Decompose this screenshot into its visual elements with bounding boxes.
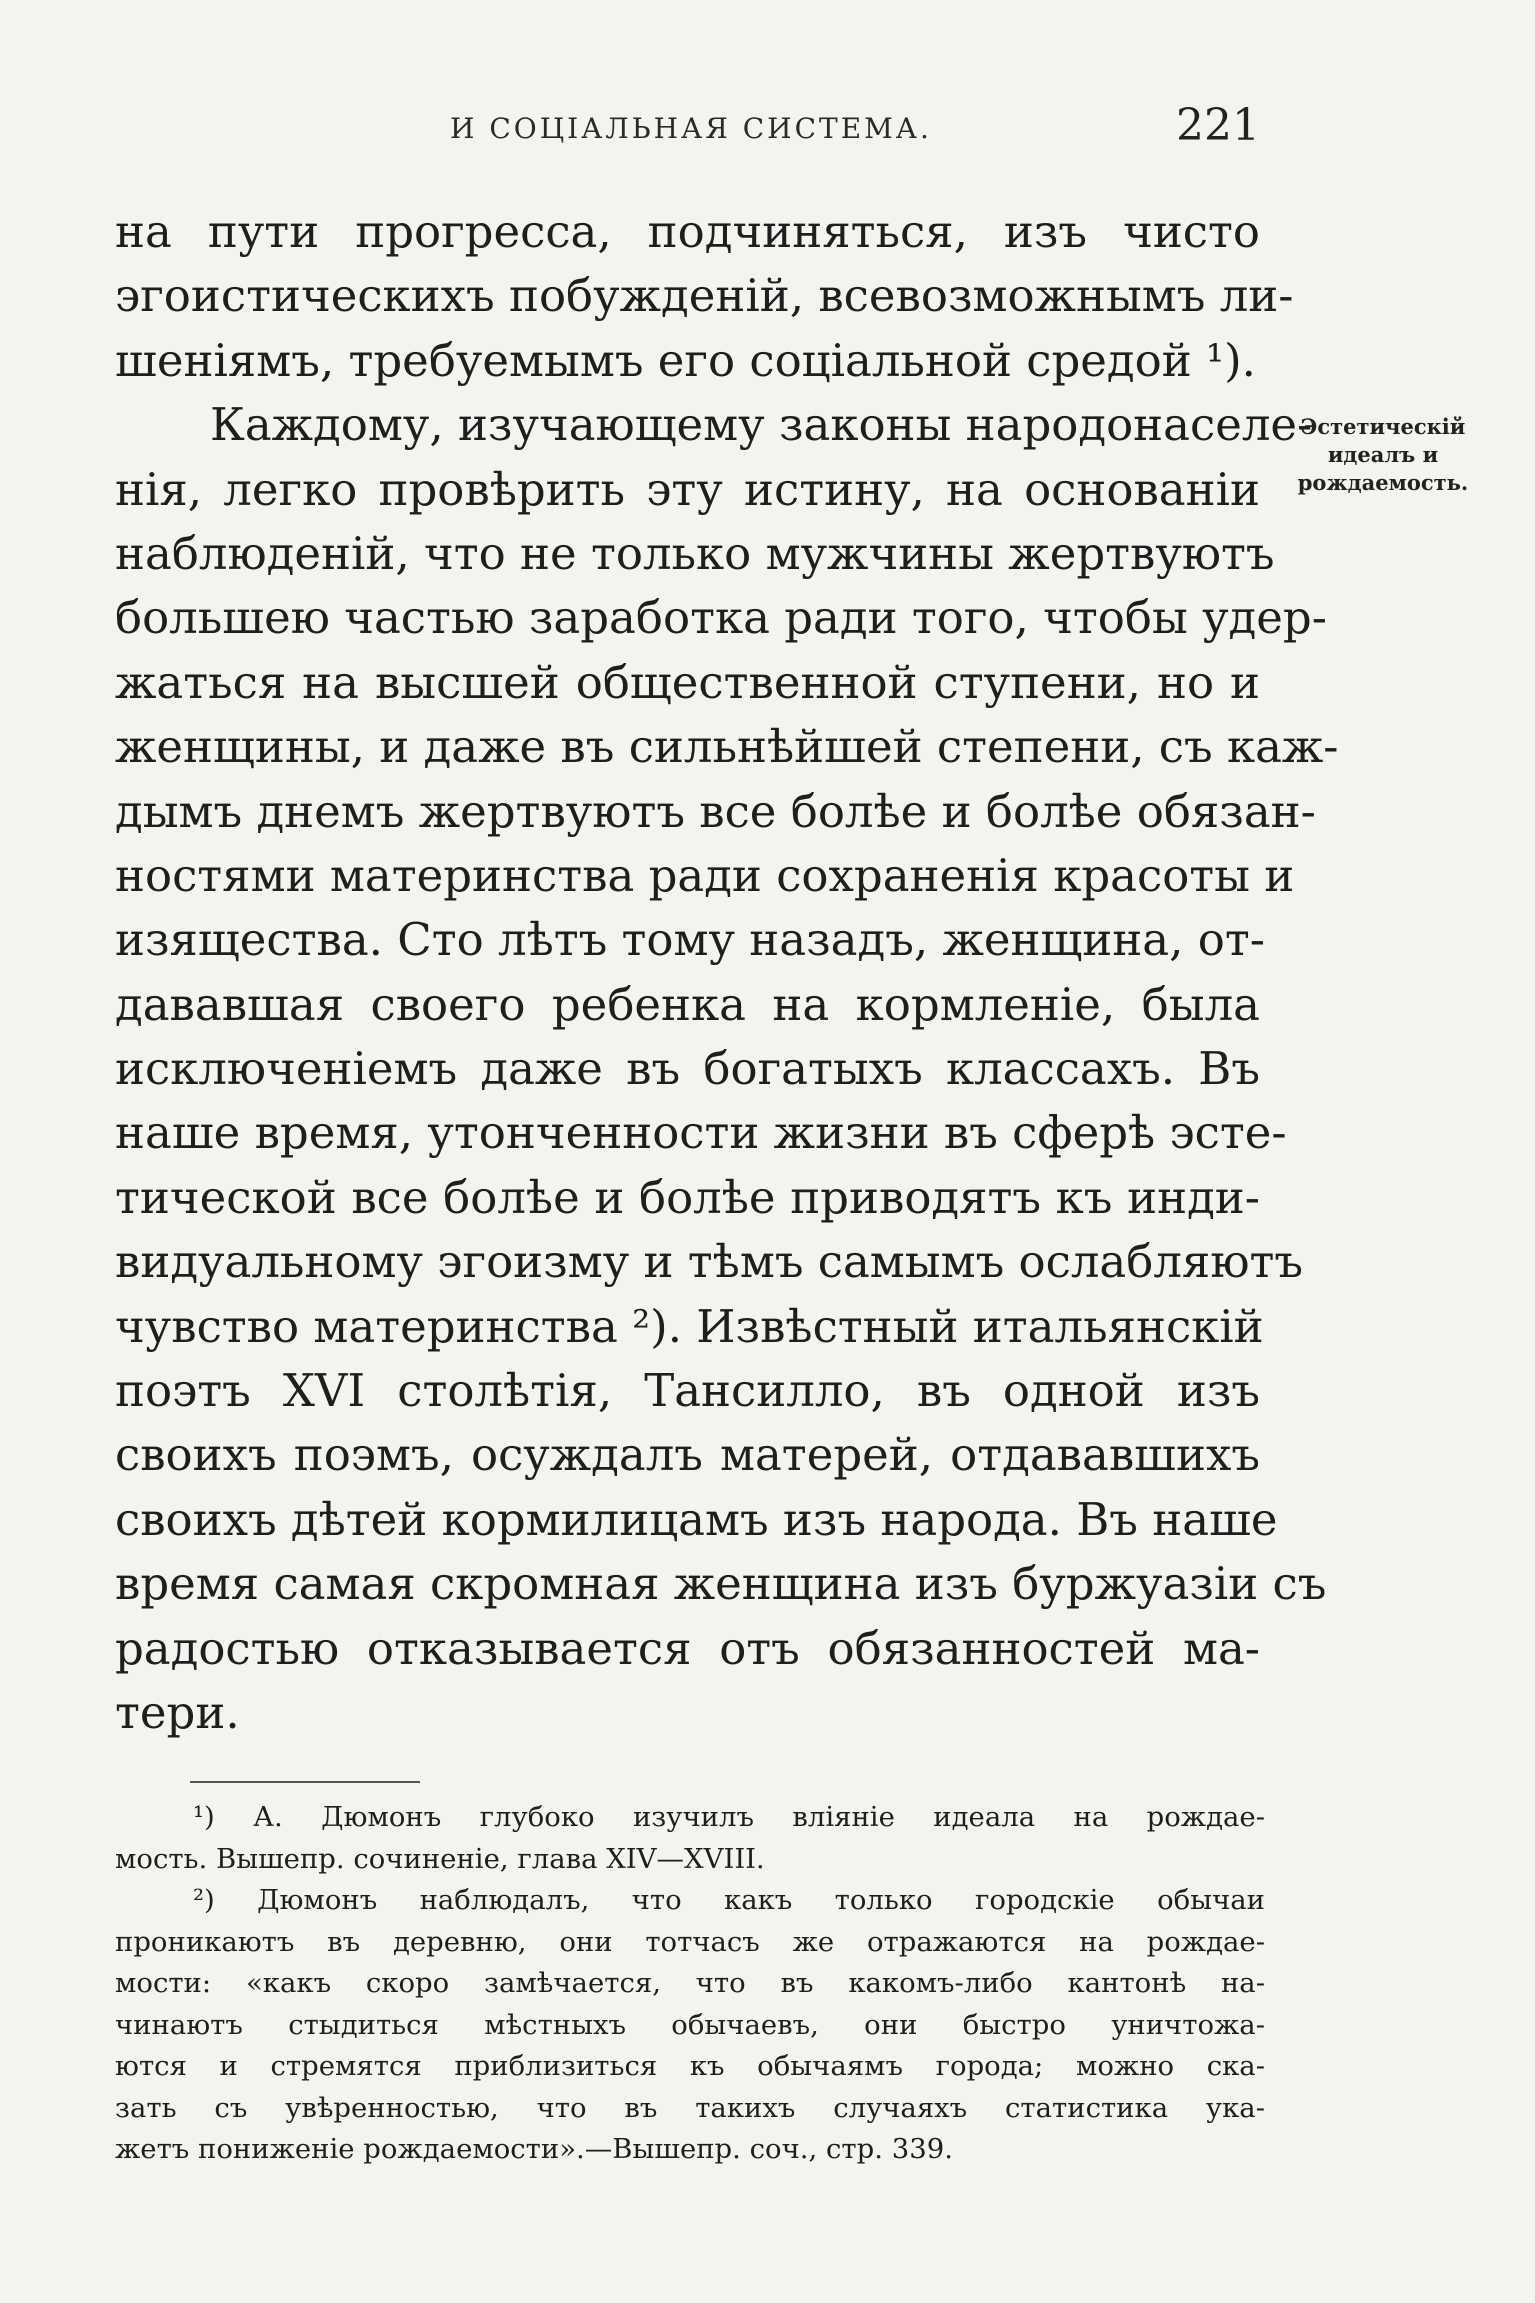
text-line: исключеніемъ даже въ богатыхъ классахъ. Въ — [115, 1042, 1260, 1096]
text-line: эгоистическихъ побужденій, всевозможнымъ ли- — [115, 269, 1294, 323]
footnote-line: мости: «какъ скоро замѣчается, что въ какомъ-либо кантонѣ на- — [115, 1967, 1265, 1999]
footnote-line: ²) Дюмонъ наблюдалъ, что какъ только городскіе обычаи — [193, 1884, 1265, 1916]
main-text — [115, 200, 1339, 1745]
text-line: ностями материнства ради сохраненія красоты и — [115, 848, 1295, 902]
text-line: своихъ поэмъ, осуждалъ матерей, отдававшихъ — [115, 1428, 1260, 1482]
text-line: видуальному эгоизму и тѣмъ самымъ ослабляютъ — [115, 1235, 1304, 1289]
page-header — [110, 100, 1260, 160]
footnotes — [115, 1797, 1265, 2171]
text-line: дававшая своего ребенка на кормленіе, была — [115, 977, 1260, 1031]
marginal-note-line: Эстетическій — [1300, 414, 1466, 439]
text-line: большею частью заработка ради того, чтобы удер- — [115, 591, 1327, 645]
text-line: радостью отказывается отъ обязанностей ма- — [115, 1621, 1260, 1675]
text-line: шеніямъ, требуемымъ его соціальной средой ¹). — [115, 333, 1256, 387]
text-line: поэтъ XVI столѣтія, Тансилло, въ одной изъ — [115, 1364, 1260, 1418]
footnote-separator — [190, 1781, 420, 1783]
text-line: время самая скромная женщина изъ буржуазіи съ — [115, 1557, 1327, 1611]
footnote-line: жетъ пониженіе рождаемости».—Вышепр. соч., стр. 339. — [115, 2133, 953, 2165]
footnote-line: мость. Вышепр. сочиненіе, глава XIV—XVIII. — [115, 1842, 765, 1875]
text-line: нія, легко провѣрить эту истину, на основаніи — [115, 462, 1260, 516]
text-line: чувство материнства ²). Извѣстный итальянскій — [115, 1299, 1264, 1353]
text-line: Каждому, изучающему законы народонаселе- — [210, 398, 1313, 452]
marginal-note-line: рождаемость. — [1297, 470, 1469, 495]
marginal-note-line: идеалъ и — [1327, 442, 1439, 467]
text-line: наше время, утонченности жизни въ сферѣ эсте- — [115, 1106, 1287, 1160]
text-line: тической все болѣе и болѣе приводятъ къ инди- — [115, 1170, 1260, 1224]
footnote-line: чинаютъ стыдиться мѣстныхъ обычаевъ, они быстро уничтожа- — [115, 2008, 1265, 2041]
text-line: своихъ дѣтей кормилицамъ изъ народа. Въ наше — [115, 1492, 1278, 1546]
text-line: изящества. Сто лѣтъ тому назадъ, женщина, от- — [115, 913, 1265, 967]
page-number: 221 — [1176, 100, 1260, 151]
running-head: И СОЦІАЛЬНАЯ СИСТЕМА. — [450, 112, 932, 145]
text-line: наблюденій, что не только мужчины жертвуютъ — [115, 526, 1275, 580]
text-line: дымъ днемъ жертвуютъ все болѣе и болѣе обязан- — [115, 784, 1316, 838]
footnote-line: ются и стремятся приблизиться къ обычаямъ города; можно ска- — [115, 2050, 1265, 2082]
text-line: на пути прогресса, подчиняться, изъ чисто — [115, 205, 1260, 258]
text-line: тери. — [115, 1685, 240, 1739]
marginal-note — [1278, 413, 1488, 497]
text-line: женщины, и даже въ сильнѣйшей степени, съ каж- — [115, 720, 1339, 774]
footnote-line: ¹) А. Дюмонъ глубоко изучилъ вліяніе идеала на рождае- — [193, 1801, 1265, 1833]
text-line: жаться на высшей общественной ступени, но и — [115, 655, 1260, 709]
footnote-line: проникаютъ въ деревню, они тотчасъ же отражаются на рождае- — [115, 1925, 1265, 1958]
footnote-line: зать съ увѣренностью, что въ такихъ случаяхъ статистика ука- — [115, 2091, 1265, 2124]
